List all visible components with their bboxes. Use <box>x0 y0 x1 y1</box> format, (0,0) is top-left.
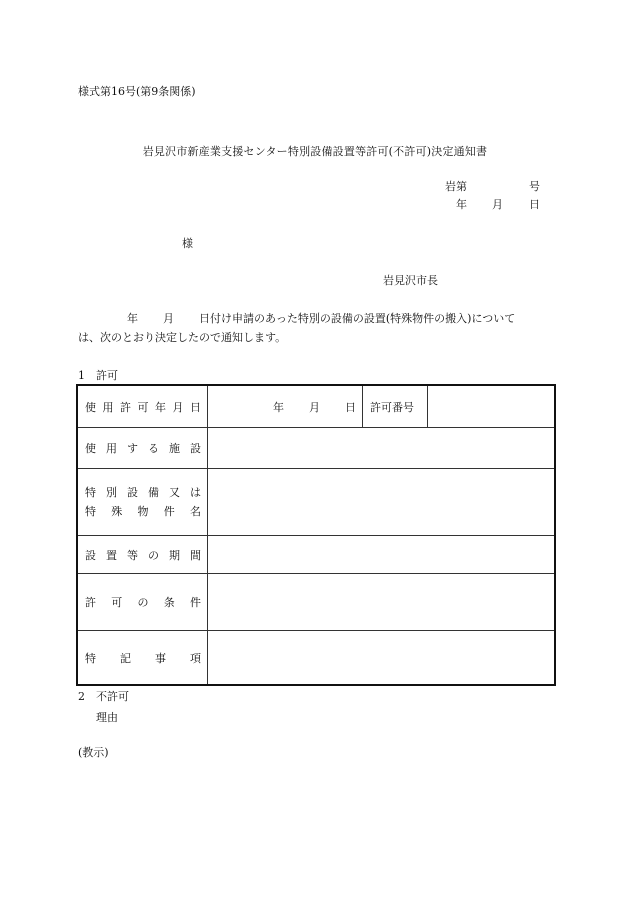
equipment-value[interactable] <box>208 469 554 535</box>
permit-number-label: 許可番号 <box>370 400 414 414</box>
body-month-label: 月 <box>163 312 174 325</box>
label-cell <box>78 428 208 468</box>
date-month-label: 月 <box>492 198 503 211</box>
section1-heading: 1 許可 <box>78 369 118 382</box>
table-row-facility <box>78 428 554 469</box>
section2-heading: 2 不許可 <box>78 690 129 703</box>
body-text-line1: 日付け申請のあった特別の設備の設置(特殊物件の搬入)について <box>199 312 516 325</box>
period-value[interactable] <box>208 536 554 573</box>
date-day-label: 日 <box>529 198 540 211</box>
reason-label: 理由 <box>96 711 118 724</box>
permit-date-value[interactable] <box>208 386 554 427</box>
table-row-conditions <box>78 574 554 631</box>
conditions-value[interactable] <box>208 574 554 630</box>
reference-suffix: 号 <box>529 180 540 193</box>
conditions-label: 許 可 の 条 件 <box>85 596 201 609</box>
facility-label: 使 用 す る 施 設 <box>85 442 201 455</box>
reference-prefix: 岩第 <box>445 180 467 193</box>
addressee-honorific: 様 <box>182 237 193 250</box>
permit-day-label: 日 <box>345 400 356 414</box>
facility-value[interactable] <box>208 428 554 468</box>
permit-year-label: 年 <box>273 400 284 414</box>
label-cell <box>78 574 208 630</box>
permit-number-value[interactable] <box>428 386 554 427</box>
permit-month-label: 月 <box>309 400 320 414</box>
issuer-name: 岩見沢市長 <box>383 274 438 287</box>
permit-date-label: 使 用 許 可 年 月 日 <box>85 400 201 414</box>
equipment-label: 特 別 設 備 又 は 特 殊 物 件 名 <box>85 486 201 518</box>
cell-divider <box>362 386 363 427</box>
notes-value[interactable] <box>208 631 554 684</box>
label-cell <box>78 536 208 573</box>
permit-table <box>76 384 556 686</box>
label-cell <box>78 631 208 684</box>
document-title: 岩見沢市新産業支援センター特別設備設置等許可(不許可)決定通知書 <box>142 145 488 158</box>
date-year-label: 年 <box>456 198 467 211</box>
form-code: 様式第16号(第9条関係) <box>78 85 196 98</box>
body-text-line2: は、次のとおり決定したので通知します。 <box>78 331 287 344</box>
label-cell <box>78 469 208 535</box>
label-cell <box>78 386 208 427</box>
notes-label: 特 記 事 項 <box>85 651 201 665</box>
table-row-period <box>78 536 554 574</box>
table-row-notes <box>78 631 554 684</box>
notice-label: (教示) <box>78 746 109 759</box>
table-row-permit-date <box>78 386 554 428</box>
period-label: 設 置 等 の 期 間 <box>85 548 201 562</box>
body-year-label: 年 <box>127 312 138 325</box>
table-row-equipment <box>78 469 554 536</box>
